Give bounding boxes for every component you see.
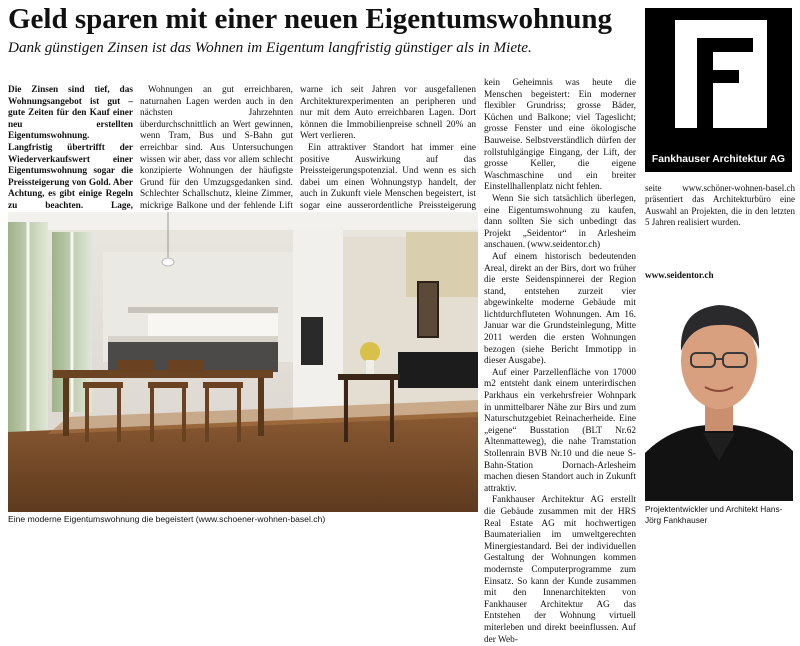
body-paragraph: Wohnungen an gut erreichbaren, naturnahen Lagen werden auch in den nächsten Jahrzehnten überdurchschnittlich an Wert gewinnen, wenn Tram, Bus und S-Bahn gut erreichbar sind. Aus Untersuchungen wissen wir aber, dass vor allem schlecht konzipierte Wohnungen der häufigste Grund für den Umzugsgedanken sind. Schlechter Schallschutz, kleine Zimmer, mickrige Balkone und der fehlende Lift (140, 85, 293, 211)
body-paragraph: Wenn Sie sich tatsächlich überlegen, eine Eigentumswohnung zu kaufen, dann sollten Sie sich unbedingt das Projekt „Seidentor“ in Arlesheim anschauen. (www.seidentor.ch) (484, 193, 636, 251)
headline: Geld sparen mit einer neuen Eigentumswohnung (8, 3, 612, 35)
body-paragraph: kein Geheimnis was heute die Menschen begeistert: Ein moderner flexibler Grundriss; grosse Bäder, Küchen und Balkone; viel Tageslicht; grosse Fenster und eine ökologische Bauweise. Selbstverständlich dürfen der rollstuhlgängige Eingang, der Lift, der grosse Keller, die eigene Waschmaschine und ein breiter Einstellhallenplatz nicht fehlen. (484, 78, 636, 193)
company-logo (645, 8, 792, 172)
body-paragraph: warne ich seit Jahren vor ausgefallenen Architekturexperimenten an peripheren und nur mit dem Auto erreichbaren Lagen. Dort können die Immobilienpreise schnell 20% an Wert verlieren. (300, 85, 476, 142)
body-paragraph: Auf einem historisch bedeutenden Areal, direkt an der Birs, dort wo früher die erste Seidenspinnerei der Region stand, entstehen zurzeit vier abgewinkelte moderne Gebäude mit lichtdurchfluteten Wohnungen. Am 16. Januar war die Grundsteinlegung, Mitte 2011 werden die ersten Wohnungen bezogen (siehe Bericht Immotipp in dieser Ausgabe). (484, 251, 636, 367)
portrait-photo (645, 283, 793, 501)
interior-photo (8, 212, 478, 512)
body-paragraph: Auf einer Parzellenfläche von 17000 m2 entsteht dank einem unterirdischen Parkhaus ein verkehrsfreier Wohnpark in unmittelbarer Nähe zur Birs und zum Naturschutzgebiet Reinacherheide. Eine „eigene“ Busstation (BLT Nr.62 Altenmatteweg), die nahe Tramstation Stollenrain BVB Nr.10 und die neue S-Bahn-Station Dornach-Arlesheim machen diesen Standort auch in Zukunft attraktiv. (484, 367, 636, 494)
logo-letter-icon (675, 20, 767, 128)
body-paragraph: Fankhauser Architektur AG erstellt die Gebäude zusammen mit der HRS Real Estate AG mit hochwertigen Baumaterialien im umweltgerechten Minergiestandard. Bei der individuellen Gestaltung der Wohnungen kommen modernste Computerprogramme zum Einsatz. So kann der Kunde zusammen mit den Innenarchitekten von Fankhauser Architektur AG das Entstehen der Wohnung virtuell miterleben und direkt beeinflussen. Auf der Web- (484, 495, 636, 645)
column-4 (484, 78, 636, 646)
sidebar-text: seite www.schöner-wohnen-basel.ch präsentiert das Architekturbüro eine Auswahl an Projekten, die in den letzten 5 Jahren realisiert wurden. (645, 183, 795, 227)
photo-caption: Eine moderne Eigentumswohnung die begeistert (www.schoener-wohnen-basel.ch) (8, 514, 326, 524)
logo-text: Fankhauser Architektur AG (651, 154, 786, 165)
subheadline: Dank günstigen Zinsen ist das Wohnen im Eigentum langfristig günstiger als in Miete. (8, 39, 532, 56)
lead-paragraph: Die Zinsen sind tief, das Wohnungsangebot ist gut – gute Zeiten für den Kauf einer neu erstellten Eigentumswohnung. Langfristig übertrifft der Wiederverkaufswert einer Eigentumswohnung sogar die Preissteigerung von Gold. Aber Achtung, es gibt einige Regeln zu beachten. Lage, (8, 85, 133, 211)
column-3 (300, 85, 476, 224)
portrait-caption: Projektentwickler und Architekt Hans-Jörg Fankhauser (645, 504, 783, 525)
seidentor-link[interactable]: www.seidentor.ch (645, 270, 714, 280)
body-paragraph: Ein attraktiver Standort hat immer eine positive Auswirkung auf das Preissteigerungspotenzial. Und wenn es sich dabei um einen Wohnungstyp handelt, der auch in Zukunft viele Menschen begeistert, ist sogar eine ausserordentliche Preissteigerung (300, 142, 476, 211)
